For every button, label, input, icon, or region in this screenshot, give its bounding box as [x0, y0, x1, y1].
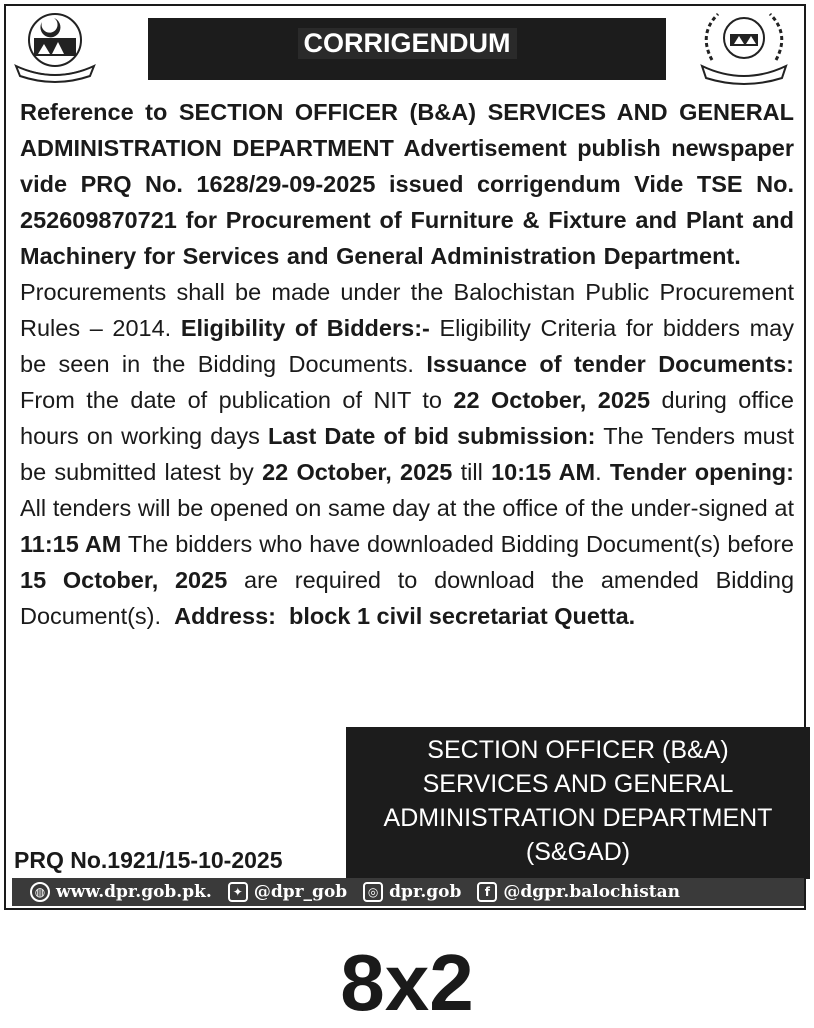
- downloaded-text-2: are required to download the amended Bidding Document(s).: [20, 567, 795, 629]
- balochistan-emblem-icon: [12, 10, 98, 86]
- address-text: block 1 civil secretariat Quetta.: [289, 603, 636, 629]
- last-date-text: The Tenders must be submitted latest by: [20, 423, 794, 485]
- footer-instagram[interactable]: [363, 878, 461, 906]
- footer-twitter[interactable]: [228, 878, 347, 906]
- issuance-text-2: during office hours on working days: [20, 387, 794, 449]
- footer-website[interactable]: [30, 878, 212, 906]
- signature-block: [346, 727, 810, 879]
- last-date-date: 22 October, 2025: [262, 459, 453, 485]
- last-date-time: 10:15 AM: [491, 459, 596, 485]
- notice-body: [20, 94, 794, 634]
- last-date-label: Last Date of bid submission:: [267, 423, 596, 449]
- issuance-text: From the date of publication of NIT to: [20, 387, 442, 413]
- signature-line-2: SERVICES AND GENERAL: [422, 770, 734, 798]
- footer-facebook[interactable]: [477, 878, 680, 906]
- reference-paragraph: Reference to SECTION OFFICER (B&A) SERVICES AND GENERAL ADMINISTRATION DEPARTMENT Advertisement publish newspaper vide PRQ No. 1628/29-09-2025 issued corrigendum Vide TSE No. 252609870721 for Procurement of Furniture & Fixture and Plant and Machinery for Services and General Administration Department.: [20, 99, 794, 269]
- prq-number: PRQ No.1921/15-10-2025: [8, 842, 289, 878]
- downloaded-date: 15 October, 2025: [20, 567, 228, 593]
- ad-size-label: 8x2: [340, 938, 474, 1027]
- facebook-handle[interactable]: @dgpr.balochistan: [503, 882, 681, 902]
- facebook-icon: f: [477, 882, 497, 902]
- opening-time: 11:15 AM: [20, 531, 122, 557]
- title-bar: [148, 18, 666, 80]
- signature-line-1: SECTION OFFICER (B&A): [427, 736, 729, 764]
- opening-label: Tender opening:: [609, 459, 794, 485]
- opening-text: All tenders will be opened on same day at the office of the under-signed at: [20, 495, 794, 521]
- eligibility-label: Eligibility of Bidders:-: [180, 315, 430, 341]
- eligibility-text: Eligibility Criteria for bidders may be seen in the Bidding Documents.: [20, 315, 794, 377]
- procurement-rules-text: Procurements shall be made under the Balochistan Public Procurement Rules – 2014.: [20, 279, 794, 341]
- instagram-handle[interactable]: dpr.gob: [389, 882, 462, 902]
- address-label: Address:: [174, 603, 276, 629]
- till-text: till: [460, 459, 483, 485]
- twitter-icon: ✦: [228, 882, 248, 902]
- issuance-label: Issuance of tender Documents:: [426, 351, 794, 377]
- details-paragraph: Procurements shall be made under the Balochistan Public Procurement Rules – 2014. Eligibility of Bidders:- Eligibility Criteria for bidders may be seen in the Bidding Documents. Issuance of tender Documents: From the date of publication of NIT to 22 October, 2025 during office hours on working days Last Date of bid submission: The Tenders must be submitted latest by 22 October, 2025 till 10:15 AM. Tender opening: All tenders will be opened on same day at the office of the under-signed at 11:15 AM The bidders who have downloaded Bidding Document(s) before 15 October, 2025 are required to download the amended Bidding Document(s). Address: block 1 civil secretariat Quetta.: [20, 279, 795, 629]
- globe-icon: ◍: [30, 882, 50, 902]
- website-link[interactable]: www.dpr.gob.pk.: [56, 882, 212, 902]
- downloaded-text: The bidders who have downloaded Bidding Document(s) before: [127, 531, 794, 557]
- twitter-handle[interactable]: @dpr_gob: [253, 882, 348, 902]
- signature-line-4: (S&GAD): [525, 838, 631, 866]
- page-title: CORRIGENDUM: [298, 28, 517, 59]
- issuance-date: 22 October, 2025: [453, 387, 651, 413]
- dgpr-emblem-icon: [692, 8, 796, 88]
- footer-bar: [12, 878, 804, 906]
- signature-line-3: ADMINISTRATION DEPARTMENT: [383, 804, 773, 832]
- instagram-icon: ◎: [363, 882, 383, 902]
